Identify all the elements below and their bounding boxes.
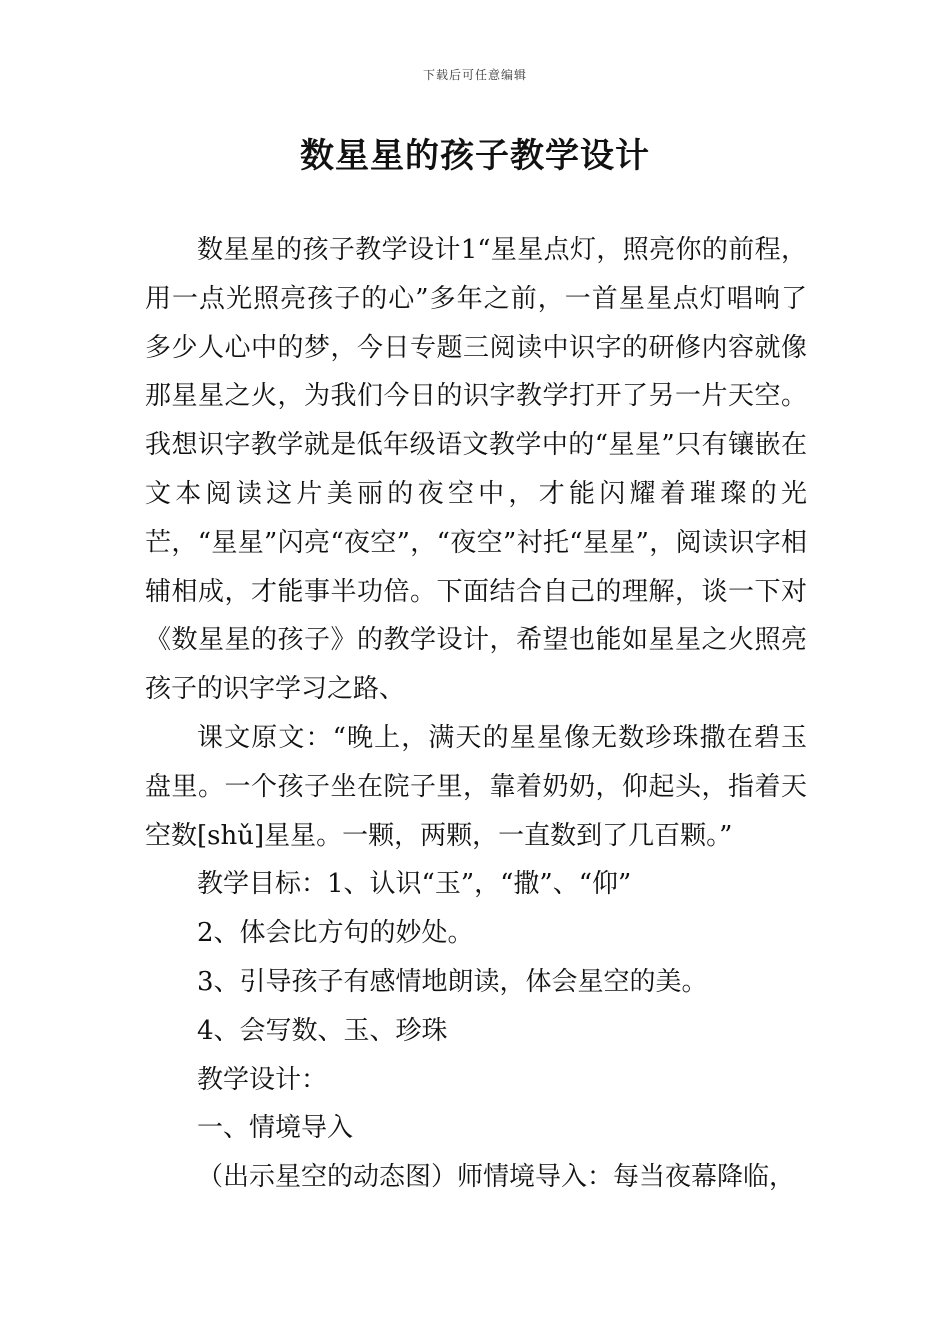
header-note: 下载后可任意编辑 [422, 68, 527, 82]
document-title: 数星星的孩子教学设计 [300, 136, 650, 176]
paragraph-objective-2: 2、体会比方句的妙处。 [197, 918, 474, 949]
document-body [145, 226, 807, 1202]
paragraph-intro: 数星星的孩子教学设计1“星星点灯，照亮你的前程，用一点光照亮孩子的心”多年之前，一首星星点灯唱响了多少人心中的梦，今日专题三阅读中识字的研修内容就像那星星之火，为我们今日的识字教学打开了另一片天空。我想识字教学就是低年级语文教学中的“星星”只有镶嵌在文本阅读这片美丽的夜空中，才能闪耀着璀璨的光芒，“星星”闪亮“夜空”，“夜空”衬托“星星”，阅读识字相辅相成，才能事半功倍。下面结合自己的理解，谈一下对《数星星的孩子》的教学设计，希望也能如星星之火照亮孩子的识字学习之路、 [145, 235, 807, 705]
paragraph-section-1-heading: 一、情境导入 [197, 1113, 354, 1144]
paragraph-design-heading: 教学设计： [197, 1064, 328, 1095]
paragraph-section-1-start: （出示星空的动态图）师情境导入：每当夜幕降临， [197, 1162, 796, 1193]
paragraph-objective-4: 4、会写数、玉、珍珠 [197, 1015, 448, 1046]
paragraph-original-text: 课文原文：“晚上，满天的星星像无数珍珠撒在碧玉盘里。一个孩子坐在院子里，靠着奶奶，仰起头，指着天空数[shǔ]星星。一颗，两颗，一直数到了几百颗。” [145, 722, 807, 851]
paragraph-objective-1: 教学目标：1、认识“玉”，“撒”、“仰” [197, 869, 632, 900]
paragraph-objective-3: 3、引导孩子有感情地朗读，体会星空的美。 [197, 966, 708, 997]
